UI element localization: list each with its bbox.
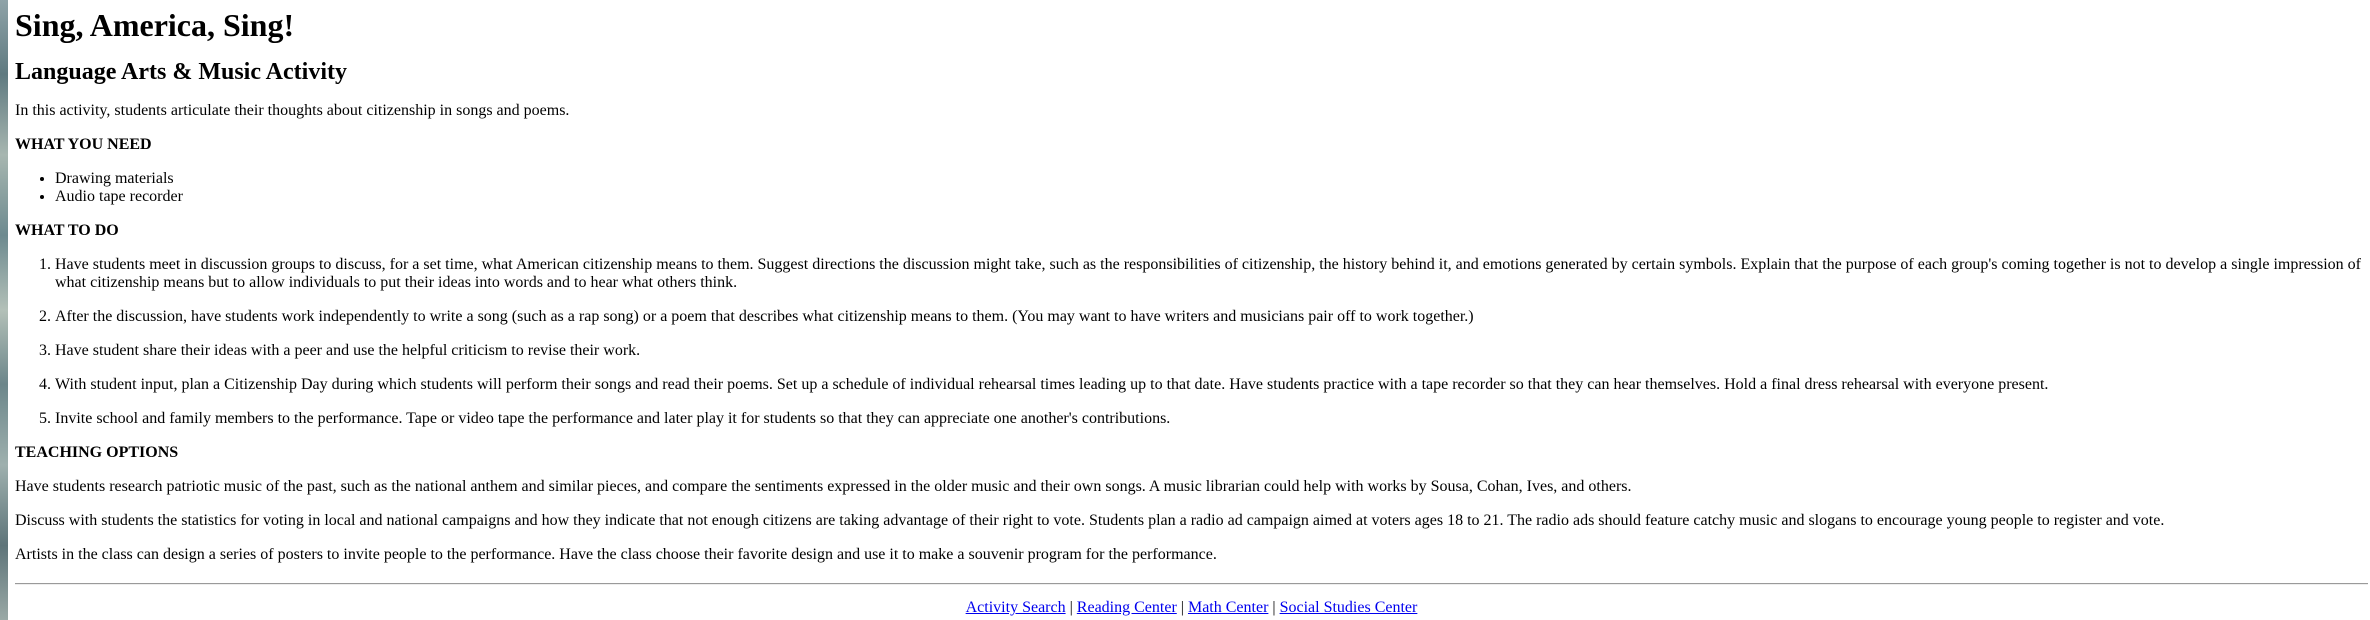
step-item: 4. With student input, plan a Citizenship Day during which students will perform their songs and read their poems. Set up a schedule of individual rehearsal times leading up to that date. Have students practice with a tape recorder so that they can hear themselves. Hold a final dress rehearsal with everyone present. xyxy=(55,376,2365,394)
todo-heading: WHAT TO DO xyxy=(15,222,119,239)
list-item: • Drawing materials xyxy=(55,170,2365,188)
step-item: 3. Have student share their ideas with a peer and use the helpful criticism to revise their work. xyxy=(55,342,2365,360)
option-paragraph: Discuss with students the statistics for voting in local and national campaigns and how they indicate that not enough citizens are taking advantage of their right to vote. Students plan a radio ad campaign aimed at voters ages 18 to 21. The radio ads should feature catchy music and slogans to encourage young people to register and vote. xyxy=(15,512,2165,529)
option-paragraph: Artists in the class can design a series of posters to invite people to the performance. Have the class choose their favorite design and use it to make a souvenir program for the performance. xyxy=(15,546,1217,563)
nav-separator: | xyxy=(1069,599,1073,616)
page-subtitle: Language Arts & Music Activity xyxy=(15,59,347,85)
reading-center-link[interactable]: Reading Center xyxy=(1076,599,1177,616)
background-texture-strip xyxy=(0,0,8,620)
social-studies-center-link[interactable]: Social Studies Center xyxy=(1279,599,1418,616)
activity-search-link[interactable]: Activity Search xyxy=(965,599,1066,616)
steps-list xyxy=(15,256,2365,428)
step-item: 1. Have students meet in discussion groups to discuss, for a set time, what American citizenship means to them. Suggest directions the discussion might take, such as the responsibilities of citizenship, the history behind it, and emotions generated by certain symbols. Explain that the purpose of each group's coming together is not to develop a single impression of what citizenship means but to allow individuals to put their ideas into words and to hear what others think. xyxy=(55,256,2365,292)
nav-separator: | xyxy=(1272,599,1276,616)
intro-paragraph: In this activity, students articulate their thoughts about citizenship in songs and poems. xyxy=(15,102,570,119)
needs-heading: WHAT YOU NEED xyxy=(15,136,152,153)
needs-list xyxy=(15,170,2365,206)
footer-divider xyxy=(15,583,2368,585)
main-content xyxy=(15,0,2365,564)
options-heading: TEACHING OPTIONS xyxy=(15,444,179,461)
page-title: Sing, America, Sing! xyxy=(15,7,295,43)
option-paragraph: Have students research patriotic music of the past, such as the national anthem and similar pieces, and compare the sentiments expressed in the older music and their own songs. A music librarian could help with works by Sousa, Cohan, Ives, and others. xyxy=(15,478,1632,495)
list-item: • Audio tape recorder xyxy=(55,188,2365,206)
nav-separator: | xyxy=(1180,599,1184,616)
step-item: 5. Invite school and family members to the performance. Tape or video tape the performance and later play it for students so that they can appreciate one another's contributions. xyxy=(55,410,2365,428)
step-item: 2. After the discussion, have students work independently to write a song (such as a rap song) or a poem that describes what citizenship means to them. (You may want to have writers and musicians pair off to work together.) xyxy=(55,308,2365,326)
footer-nav xyxy=(15,599,2368,617)
math-center-link[interactable]: Math Center xyxy=(1187,599,1269,616)
